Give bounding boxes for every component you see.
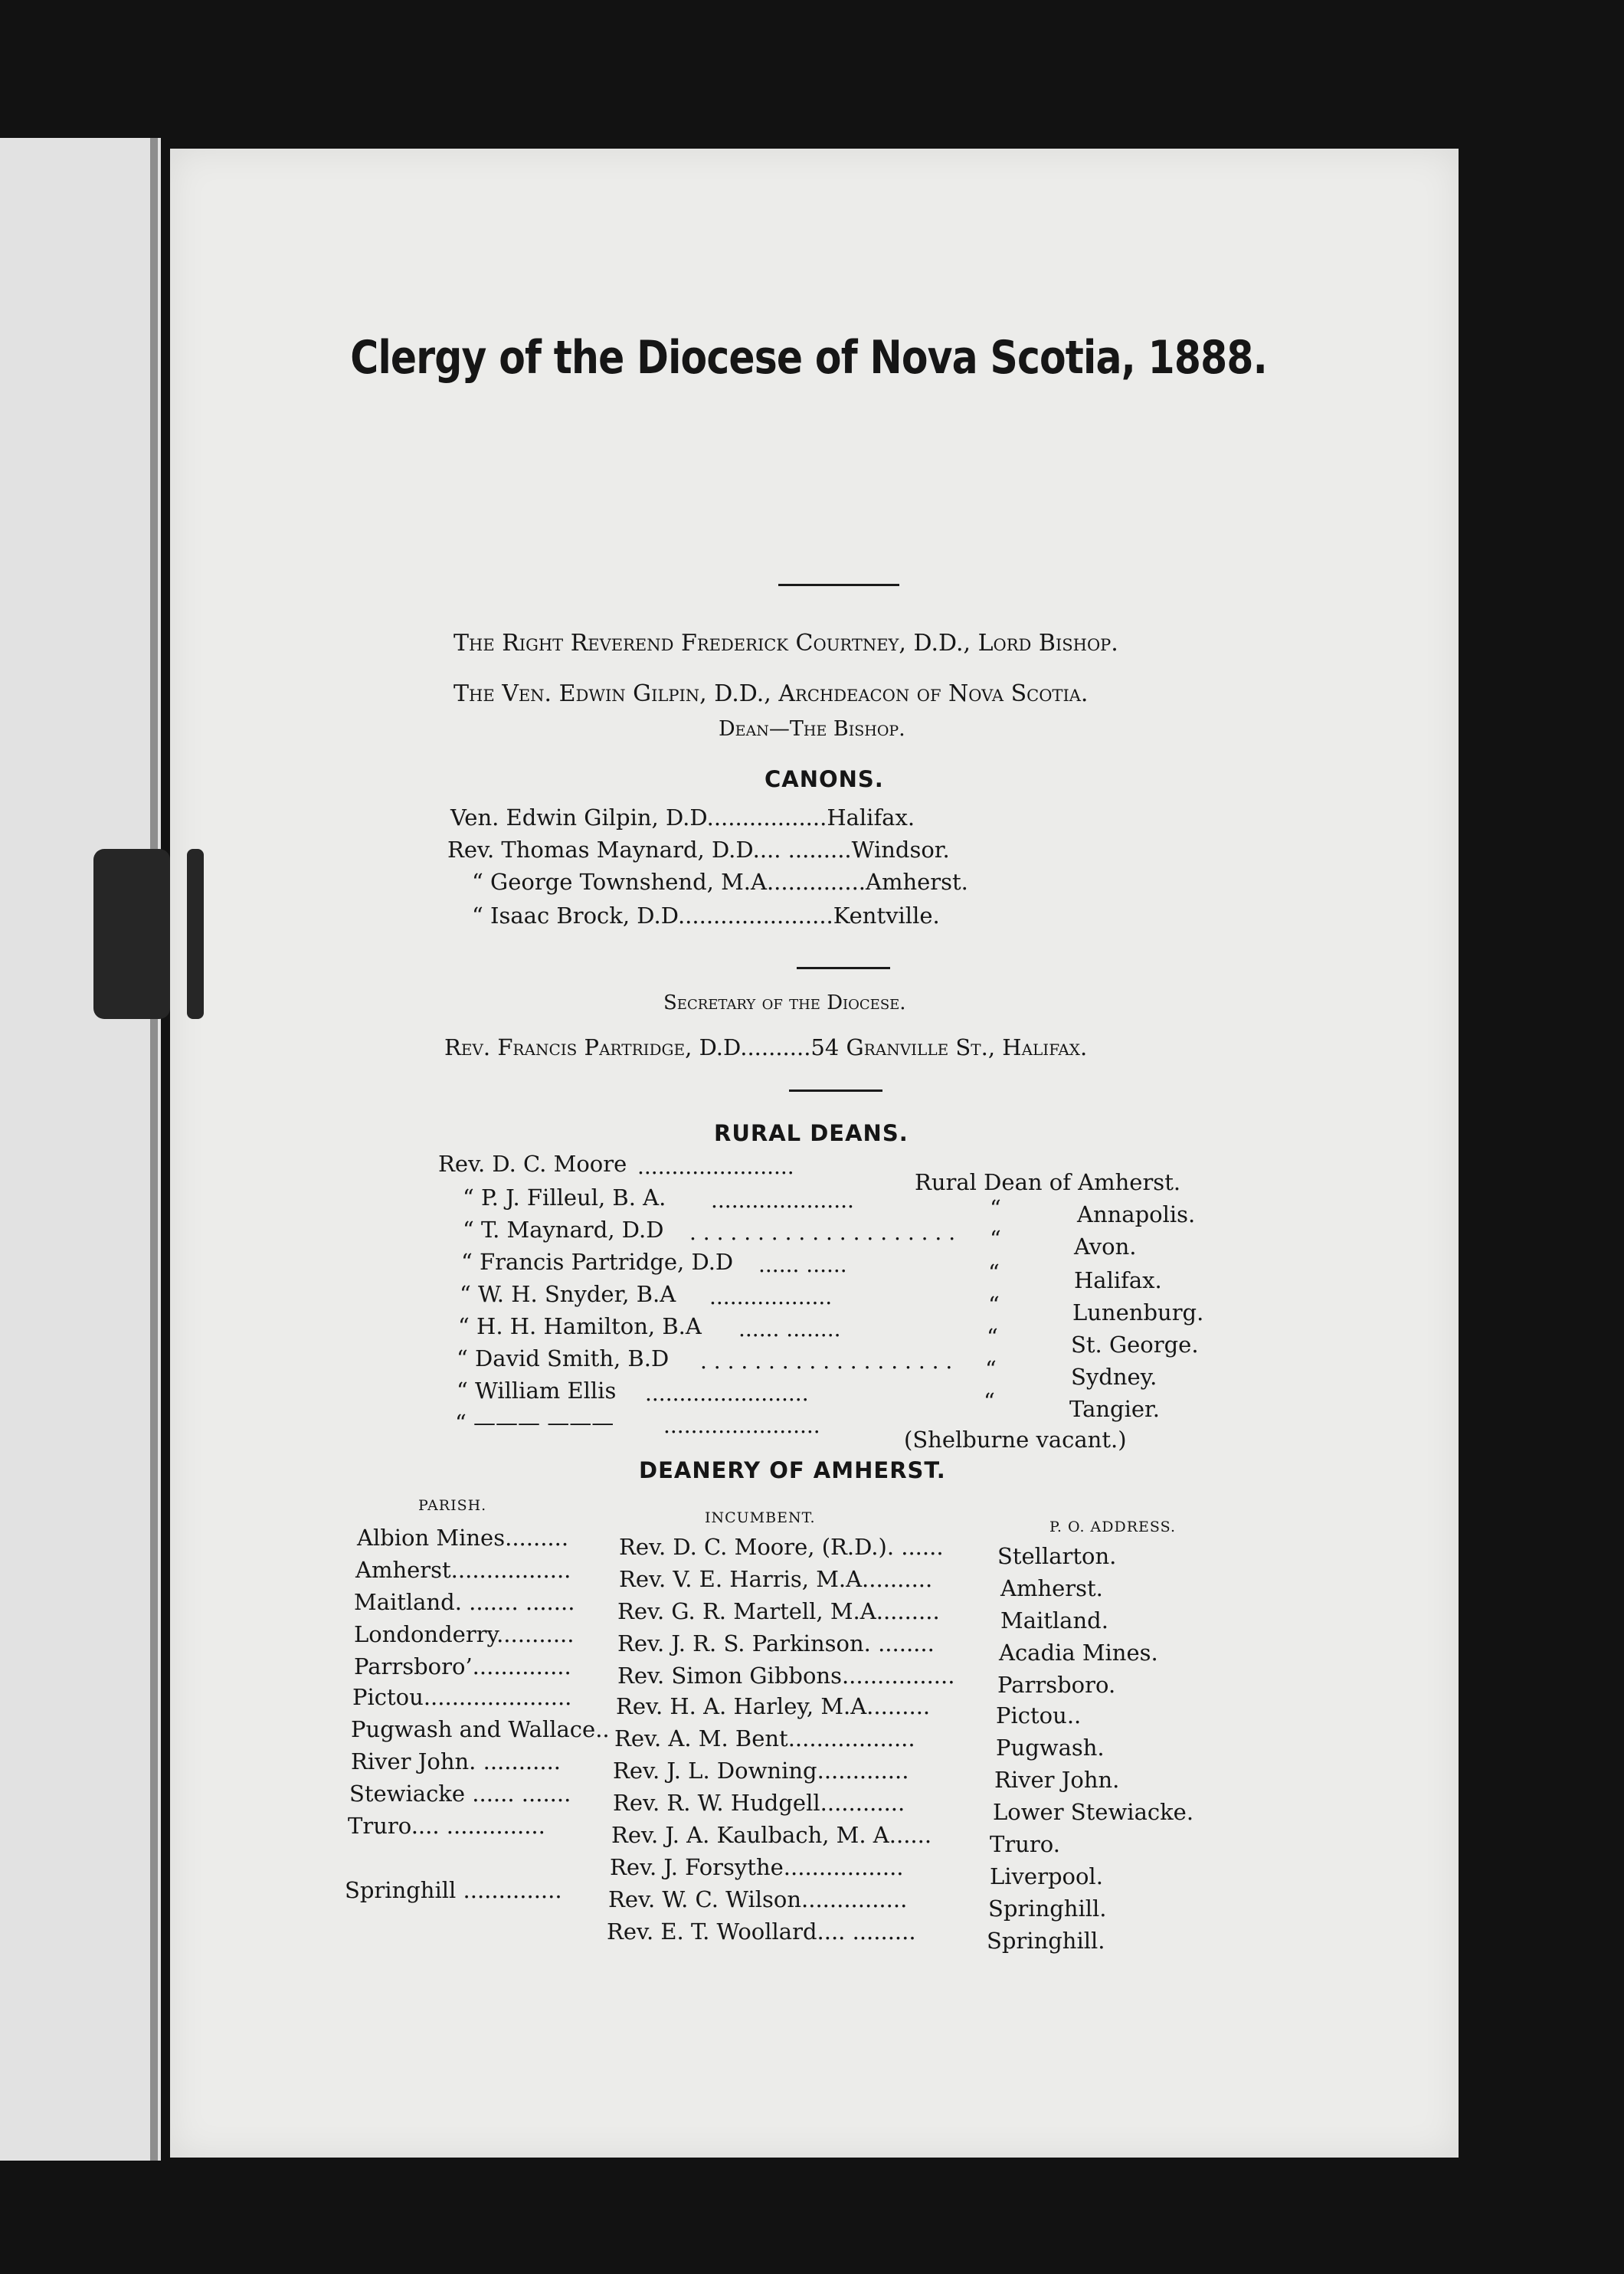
- rural-dean-name: “ ——— ———: [455, 1410, 614, 1436]
- previous-page-edge: [0, 138, 161, 2161]
- rural-deans-heading: RURAL DEANS.: [714, 1120, 909, 1146]
- address-cell: River John.: [994, 1767, 1120, 1793]
- leader-dots: . . . . . . . . . . . . . . . . . . . .: [689, 1220, 956, 1245]
- rural-dean-place: Avon.: [1074, 1234, 1137, 1260]
- rural-dean-place: Lunenburg.: [1072, 1299, 1204, 1325]
- parish-cell: Londonderry...........: [354, 1621, 575, 1647]
- incumbent-cell: Rev. Simon Gibbons................: [617, 1663, 955, 1689]
- rural-dean-name: “ H. H. Hamilton, B.A: [458, 1313, 702, 1339]
- rural-dean-place: Halifax.: [1074, 1267, 1162, 1293]
- incumbent-cell: Rev. G. R. Martell, M.A.........: [617, 1598, 940, 1624]
- incumbent-cell: Rev. A. M. Bent..................: [614, 1725, 915, 1751]
- leader-dots: ...... ......: [758, 1252, 847, 1277]
- incumbent-cell: Rev. J. R. S. Parkinson. ........: [617, 1630, 935, 1656]
- ditto-mark: “: [985, 1356, 997, 1382]
- address-cell: Maitland.: [1000, 1607, 1108, 1633]
- archdeacon-line: The Ven. Edwin Gilpin, D.D., Archdeacon of Nova Scotia.: [453, 680, 1089, 707]
- address-cell: Stellarton.: [997, 1543, 1117, 1569]
- column-header-parish: PARISH.: [418, 1497, 487, 1514]
- divider-rule: [778, 584, 899, 586]
- bishop-line: The Right Reverend Frederick Courtney, D.D., Lord Bishop.: [453, 630, 1118, 657]
- incumbent-cell: Rev. W. C. Wilson...............: [608, 1886, 908, 1912]
- dean-line: Dean—The Bishop.: [719, 717, 905, 741]
- address-cell: Acadia Mines.: [999, 1640, 1158, 1666]
- address-cell: Truro.: [990, 1831, 1060, 1857]
- rural-dean-name: “ William Ellis: [457, 1378, 617, 1404]
- address-cell: Liverpool.: [990, 1863, 1103, 1889]
- leader-dots: ........................: [645, 1381, 809, 1406]
- address-cell: Lower Stewiacke.: [993, 1799, 1194, 1825]
- divider-rule: [797, 967, 890, 969]
- column-header-address: P. O. ADDRESS.: [1049, 1519, 1176, 1535]
- leader-dots: . . . . . . . . . . . . . . . . . . .: [700, 1348, 953, 1374]
- parish-cell: Amherst.................: [355, 1557, 571, 1583]
- page-title: Clergy of the Diocese of Nova Scotia, 1888.: [350, 331, 1267, 385]
- divider-rule: [789, 1089, 882, 1092]
- parish-cell: Truro.... ..............: [348, 1813, 545, 1839]
- leader-dots: .....................: [711, 1188, 854, 1213]
- canon-row: Ven. Edwin Gilpin, D.D.................Halifax.: [450, 804, 915, 831]
- canon-row: “ Isaac Brock, D.D......................Kentville.: [472, 903, 940, 929]
- parish-cell: Maitland. ....... .......: [354, 1589, 575, 1615]
- binding-mark: [187, 849, 204, 1019]
- deanery-heading: DEANERY OF AMHERST.: [639, 1457, 946, 1483]
- address-cell: Pictou..: [996, 1702, 1082, 1728]
- page-fold-shadow: [150, 138, 158, 2161]
- parish-cell: Stewiacke ...... .......: [349, 1781, 571, 1807]
- parish-cell: Pictou.....................: [352, 1684, 572, 1710]
- ditto-mark: “: [988, 1260, 1000, 1286]
- leader-dots: .......................: [637, 1154, 794, 1179]
- leader-dots: .......................: [663, 1413, 820, 1438]
- ditto-mark: “: [987, 1324, 998, 1350]
- parish-cell: Springhill ..............: [345, 1877, 562, 1903]
- rural-dean-place: St. George.: [1071, 1332, 1199, 1358]
- incumbent-cell: Rev. J. Forsythe.................: [610, 1854, 904, 1880]
- address-cell: Pugwash.: [996, 1735, 1105, 1761]
- parish-cell: Albion Mines.........: [357, 1525, 569, 1551]
- ditto-mark: “: [990, 1195, 1001, 1221]
- incumbent-cell: Rev. H. A. Harley, M.A.........: [616, 1693, 931, 1719]
- canon-row: “ George Townshend, M.A..............Amherst.: [472, 869, 968, 895]
- parish-cell: Parrsboro’..............: [354, 1653, 571, 1679]
- rural-dean-place: Sydney.: [1071, 1364, 1157, 1390]
- address-cell: Springhill.: [987, 1928, 1105, 1954]
- rural-dean-name: “ W. H. Snyder, B.A: [460, 1281, 676, 1307]
- ditto-mark: “: [990, 1226, 1001, 1252]
- incumbent-cell: Rev. V. E. Harris, M.A..........: [619, 1566, 933, 1592]
- rural-dean-name: Rev. D. C. Moore: [438, 1151, 627, 1177]
- rural-dean-name: “ P. J. Filleul, B. A.: [463, 1185, 666, 1211]
- canon-row: Rev. Thomas Maynard, D.D.... .........Windsor.: [447, 837, 950, 863]
- incumbent-cell: Rev. J. A. Kaulbach, M. A......: [611, 1822, 932, 1848]
- parish-cell: River John. ...........: [351, 1748, 562, 1774]
- leader-dots: ...... ........: [738, 1316, 841, 1342]
- address-cell: Amherst.: [1000, 1575, 1103, 1601]
- address-cell: Parrsboro.: [997, 1672, 1116, 1698]
- rural-dean-name: “ Francis Partridge, D.D: [461, 1249, 734, 1275]
- column-header-incumbent: INCUMBENT.: [705, 1509, 816, 1526]
- binding-mark: [93, 849, 170, 1019]
- address-cell: Springhill.: [988, 1896, 1107, 1922]
- canons-heading: CANONS.: [765, 766, 884, 792]
- incumbent-cell: Rev. J. L. Downing.............: [613, 1758, 909, 1784]
- secretary-line: Rev. Francis Partridge, D.D..........54 Granville St., Halifax.: [444, 1034, 1088, 1060]
- rural-dean-place: (Shelburne vacant.): [904, 1427, 1127, 1453]
- secretary-heading: Secretary of the Diocese.: [663, 991, 906, 1014]
- rural-dean-place: Rural Dean of Amherst.: [915, 1169, 1181, 1195]
- rural-dean-name: “ David Smith, B.D: [457, 1345, 670, 1371]
- ditto-mark: “: [984, 1388, 995, 1414]
- incumbent-cell: Rev. E. T. Woollard.... .........: [607, 1918, 916, 1945]
- incumbent-cell: Rev. D. C. Moore, (R.D.). ......: [619, 1534, 944, 1560]
- incumbent-cell: Rev. R. W. Hudgell............: [613, 1790, 905, 1816]
- leader-dots: ..................: [709, 1284, 833, 1309]
- rural-dean-place: Annapolis.: [1077, 1201, 1196, 1227]
- ditto-mark: “: [988, 1292, 1000, 1318]
- rural-dean-place: Tangier.: [1069, 1396, 1160, 1422]
- rural-dean-name: “ T. Maynard, D.D: [463, 1217, 664, 1243]
- parish-cell: Pugwash and Wallace..: [351, 1716, 610, 1742]
